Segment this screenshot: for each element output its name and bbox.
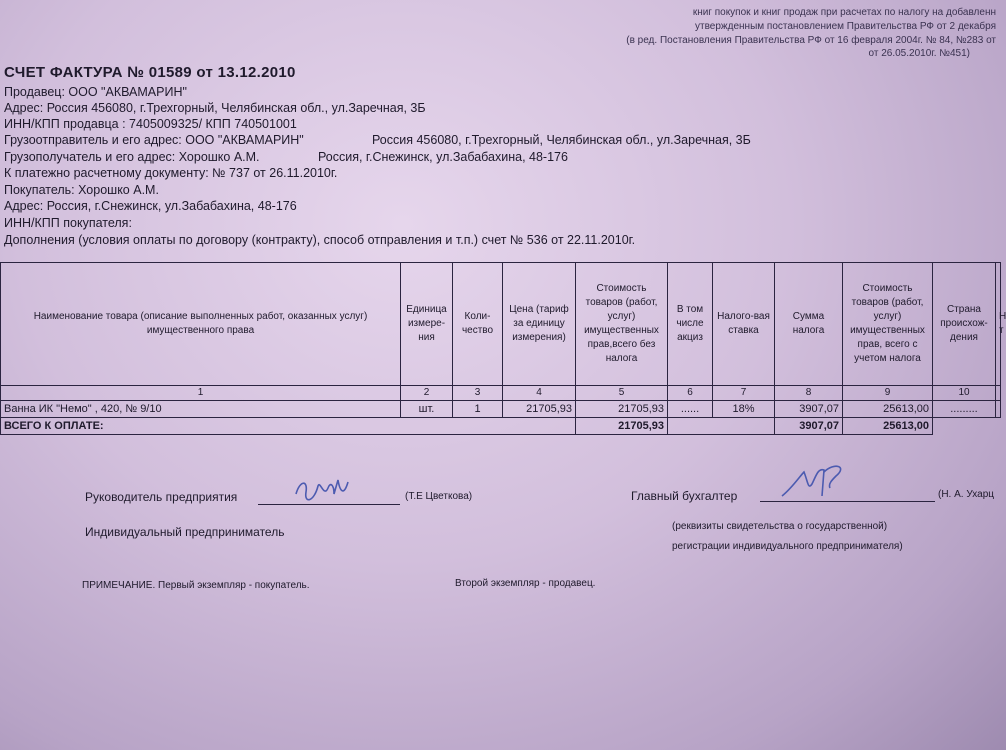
item-tax-sum: 3907,07 [775, 401, 843, 418]
col-number: 5 [576, 386, 668, 401]
item-name: Ванна ИК "Немо" , 420, № 9/10 [1, 401, 401, 418]
shipper: Грузоотправитель и его адрес: ООО "АКВАМАРИН" [4, 133, 304, 147]
col-number: 6 [668, 386, 713, 401]
col-number: 7 [713, 386, 775, 401]
item-tax-rate: 18% [713, 401, 775, 418]
col-number: 10 [933, 386, 996, 401]
item-quantity: 1 [453, 401, 503, 418]
item-extra [996, 401, 1001, 418]
total-with-tax: 25613,00 [843, 418, 933, 435]
col-header-tax-sum: Сумма налога [775, 263, 843, 386]
regulation-header-line2: утвержденным постановлением Правительства РФ от 2 декабря [695, 21, 996, 32]
accountant-name: (Н. А. Ухарц [938, 489, 994, 500]
col-number: 9 [843, 386, 933, 401]
total-blank [996, 418, 1001, 435]
col-header-country: Страна происхож-дения [933, 263, 996, 386]
total-without-tax: 21705,93 [576, 418, 668, 435]
col-header-cost-without-tax: Стоимость товаров (работ, услуг) имущественных прав,всего без налога [576, 263, 668, 386]
item-price: 21705,93 [503, 401, 576, 418]
item-cost-without-tax: 21705,93 [576, 401, 668, 418]
accountant-signature-icon [778, 458, 868, 502]
item-cost-with-tax: 25613,00 [843, 401, 933, 418]
col-header-extra: Н т [996, 263, 1001, 386]
invoice-title: СЧЕТ ФАКТУРА № 01589 от 13.12.2010 [4, 64, 296, 81]
col-header-price: Цена (тариф за единицу измерения) [503, 263, 576, 386]
table-header-row [1, 263, 1001, 386]
accountant-label: Главный бухгалтер [631, 489, 738, 503]
director-name: (Т.Е Цветкова) [405, 491, 473, 502]
item-unit: шт. [401, 401, 453, 418]
invoice-table [0, 262, 1006, 435]
item-excise: ...... [668, 401, 713, 418]
item-country: ......... [933, 401, 996, 418]
regulation-header-line3: (в ред. Постановления Правительства РФ от 16 февраля 2004г. № 84, №283 от [626, 35, 996, 46]
col-number [996, 386, 1001, 401]
shipper-address: Россия 456080, г.Трехгорный, Челябинская обл., ул.Заречная, 3Б [372, 133, 751, 147]
buyer-inn: ИНН/КПП покупателя: [4, 216, 132, 230]
regulation-header-line4: от 26.05.2010г. №451) [868, 48, 970, 59]
total-blank [933, 418, 996, 435]
column-numbers-row [1, 386, 1001, 401]
note-second-copy: Второй экземпляр - продавец. [455, 578, 596, 589]
table-row [1, 401, 1001, 418]
regulation-header-line1: книг покупок и книг продаж при расчетах по налогу на добавленн [692, 7, 996, 18]
buyer: Покупатель: Хорошко А.М. [4, 183, 159, 197]
col-number: 1 [1, 386, 401, 401]
col-header-quantity: Коли-чество [453, 263, 503, 386]
total-row [1, 418, 1001, 435]
note-first-copy: ПРИМЕЧАНИЕ. Первый экземпляр - покупатель. [82, 580, 310, 591]
director-label: Руководитель предприятия [85, 490, 238, 504]
buyer-address: Адрес: Россия, г.Снежинск, ул.Забабахина, 48-176 [4, 199, 297, 213]
col-number: 2 [401, 386, 453, 401]
col-header-excise: В том числе акциз [668, 263, 713, 386]
total-tax: 3907,07 [775, 418, 843, 435]
registration-line2: регистрации индивидуального предпринимателя) [672, 541, 903, 552]
total-label: ВСЕГО К ОПЛАТЕ: [1, 418, 576, 435]
seller-inn: ИНН/КПП продавца : 7405009325/ КПП 740501001 [4, 117, 297, 131]
col-header-cost-with-tax: Стоимость товаров (работ, услуг) имущественных прав, всего с учетом налога [843, 263, 933, 386]
director-signature-icon [290, 474, 360, 506]
additions: Дополнения (условия оплаты по договору (контракту), способ отправления и т.п.) счет № 536 от 22.11.2010г. [4, 233, 636, 247]
consignee: Грузополучатель и его адрес: Хорошко А.М. [4, 150, 260, 164]
entrepreneur-label: Индивидуальный предприниматель [85, 525, 285, 539]
col-header-tax-rate: Налого-вая ставка [713, 263, 775, 386]
registration-line1: (реквизиты свидетельства о государственной) [672, 521, 888, 532]
payment-document: К платежно расчетному документу: № 737 от 26.11.2010г. [4, 166, 338, 180]
seller-address: Адрес: Россия 456080, г.Трехгорный, Челябинская обл., ул.Заречная, 3Б [4, 101, 426, 115]
col-header-unit: Единица измере-ния [401, 263, 453, 386]
col-number: 3 [453, 386, 503, 401]
col-number: 4 [503, 386, 576, 401]
seller: Продавец: ООО "АКВАМАРИН" [4, 85, 187, 99]
col-header-name: Наименование товара (описание выполненных работ, оказанных услуг) имущественного права [1, 263, 401, 386]
col-number: 8 [775, 386, 843, 401]
consignee-address: Россия, г.Снежинск, ул.Забабахина, 48-176 [318, 150, 568, 164]
total-empty [668, 418, 775, 435]
